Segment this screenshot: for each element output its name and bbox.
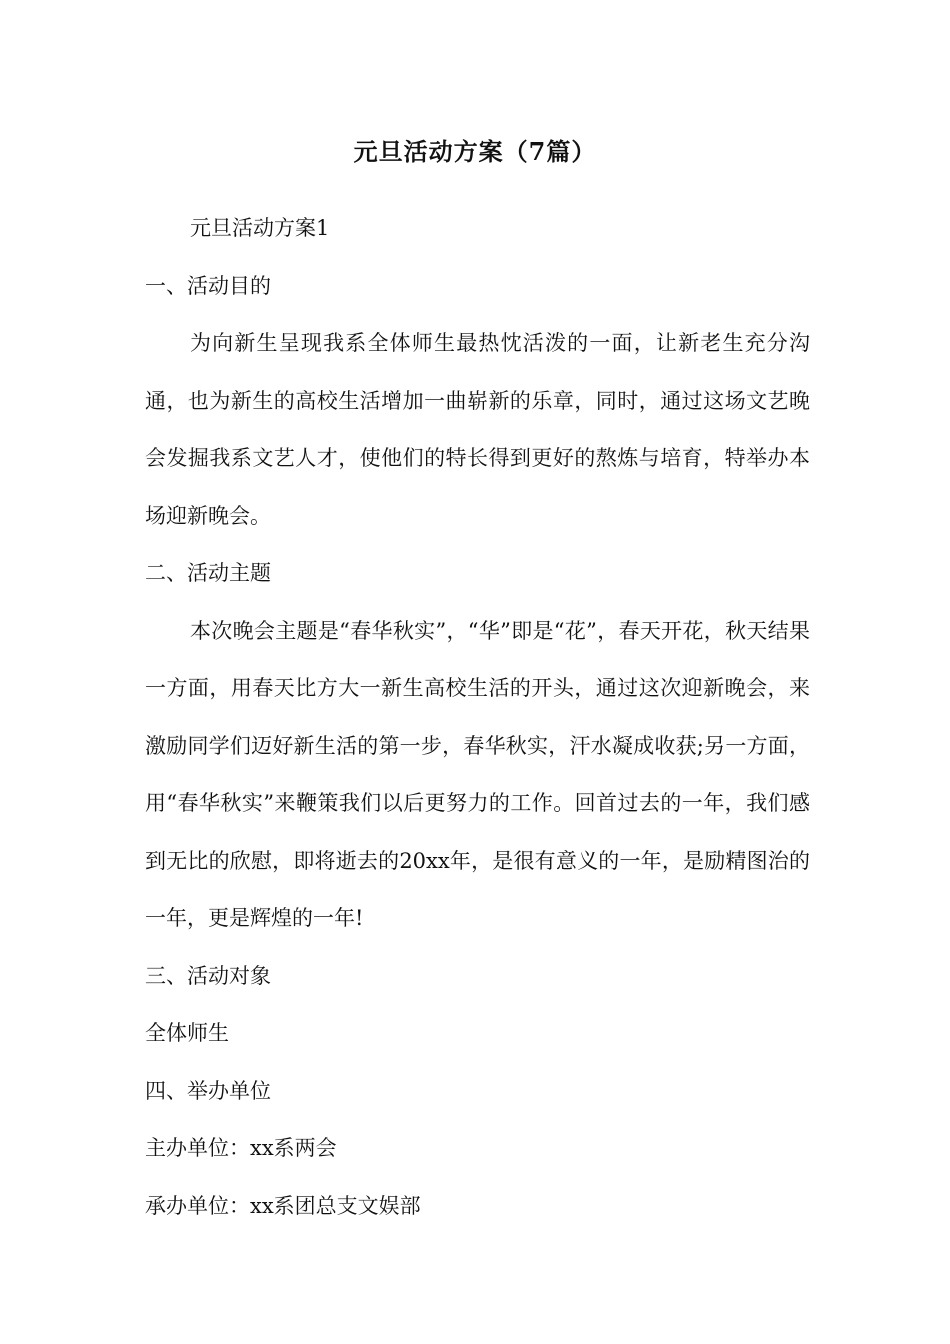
section-heading-theme: 二、活动主题 xyxy=(145,561,271,585)
paragraph-host: 主办单位：xx系两会 xyxy=(145,1136,337,1160)
paragraph-organizer: 承办单位：xx系团总支文娱部 xyxy=(145,1193,421,1218)
paragraph-theme: 本次晚会主题是“春华秋实”，“华”即是“花”，春天开花，秋天结果一方面，用春天比方大一新生高校生活的开头，通过这次迎新晚会，来激励同学们迈好新生活的第一步，春华秋实，汗水凝成收获;另一方面，用“春华秋实”来鞭策我们以后更努力的工作。回首过去的一年，我们感到无比的欣慰，即将逝去的20xx年，是很有意义的一年，是励精图治的一年，更是辉煌的一年! xyxy=(145,618,810,930)
section-heading-organizers: 四、举办单位 xyxy=(145,1078,271,1103)
paragraph-purpose: 为向新生呈现我系全体师生最热忱活泼的一面，让新老生充分沟通，也为新生的高校生活增加一曲崭新的乐章，同时，通过这场文艺晚会发掘我系文艺人才，使他们的特长得到更好的熬炼与培育，特举办本场迎新晚会。 xyxy=(145,331,810,528)
plan-subtitle: 元旦活动方案1 xyxy=(190,216,330,240)
document-title: 元旦活动方案（7篇） xyxy=(353,137,597,166)
section-heading-purpose: 一、活动目的 xyxy=(145,273,271,298)
paragraph-audience: 全体师生 xyxy=(145,1021,229,1045)
document-body xyxy=(145,200,810,1235)
section-heading-audience: 三、活动对象 xyxy=(145,963,271,988)
